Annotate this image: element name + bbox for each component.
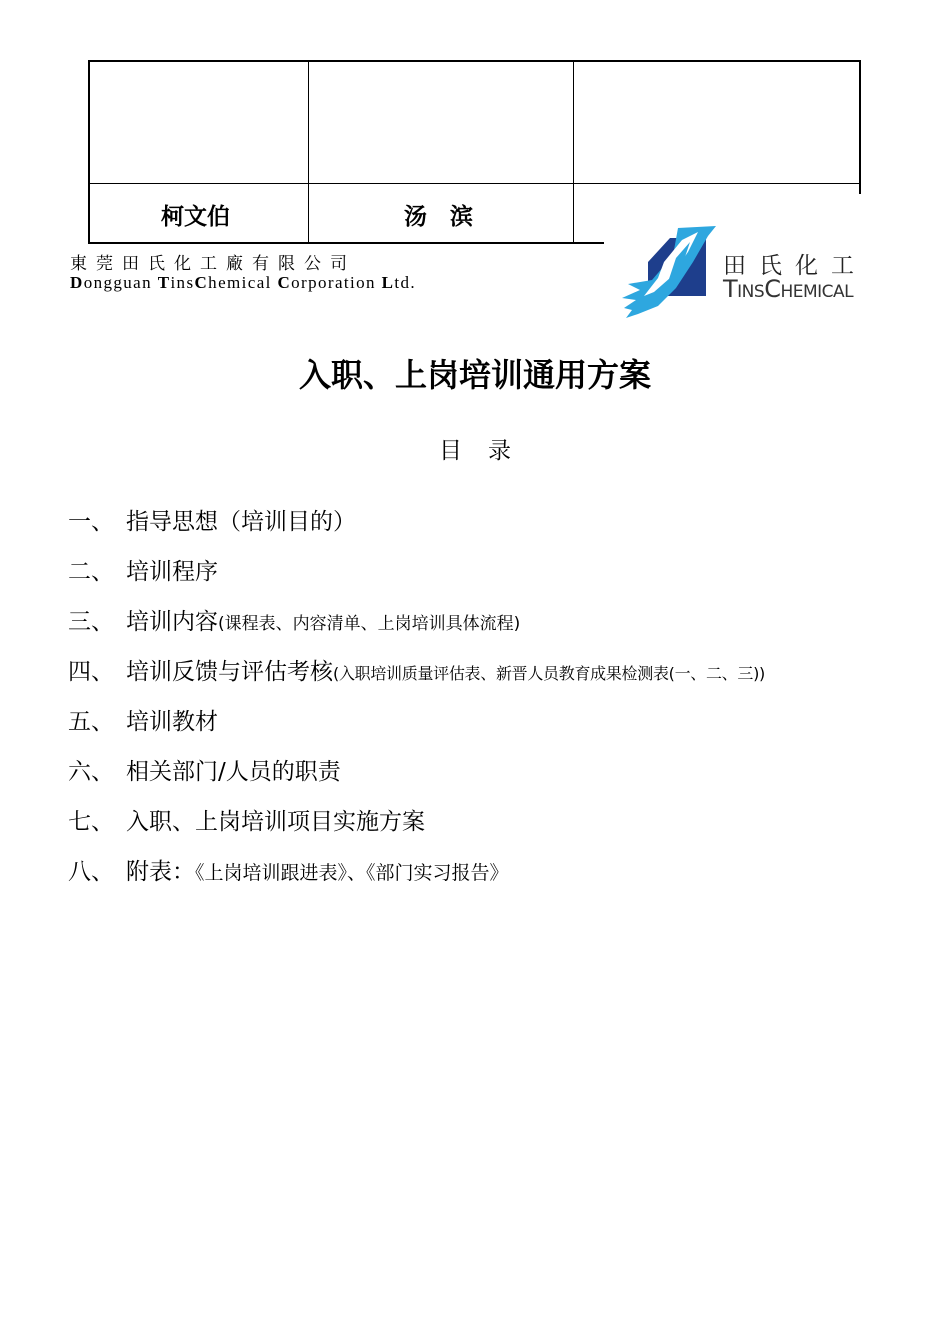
table-row-divider xyxy=(88,183,861,184)
toc-item: 二、 培训程序 xyxy=(68,559,218,585)
toc-item: 三、 培训内容(课程表、内容清单、上岗培训具体流程) xyxy=(68,609,521,635)
toc-item: 七、 入职、上岗培训项目实施方案 xyxy=(68,809,425,835)
table-border-left xyxy=(88,60,90,244)
company-name-cn: 東莞田氏化工廠有限公司 xyxy=(70,254,356,274)
toc-item: 六、 相关部门/人员的职责 xyxy=(68,759,341,785)
toc-item: 五、 培训教材 xyxy=(68,709,218,735)
toc-heading: 目录 xyxy=(439,438,537,464)
table-border-right xyxy=(859,60,861,194)
toc-item: 四、 培训反馈与评估考核(入职培训质量评估表、新晋人员教育成果检测表(一、二、三)) xyxy=(68,659,765,685)
company-name-en: Dongguan TinsChemical Corporation Ltd. xyxy=(70,273,417,292)
table-border-bottom xyxy=(88,242,604,244)
company-logo-icon xyxy=(618,222,718,318)
logo-text-cn: 田氏化工 xyxy=(723,253,867,279)
page-title: 入职、上岗培训通用方案 xyxy=(298,356,651,394)
toc-list xyxy=(68,503,765,903)
signature-name-2: 汤 滨 xyxy=(404,204,473,230)
table-divider-1 xyxy=(308,60,309,244)
signature-name-1: 柯文伯 xyxy=(161,204,230,230)
table-border-top xyxy=(88,60,861,62)
logo-text-en: TINSCHEMICAL xyxy=(723,275,854,303)
toc-item: 八、 附表：《上岗培训跟进表》、《部门实习报告》 xyxy=(68,859,509,885)
toc-item: 一、 指导思想（培训目的） xyxy=(68,509,356,535)
table-divider-2 xyxy=(573,60,574,244)
